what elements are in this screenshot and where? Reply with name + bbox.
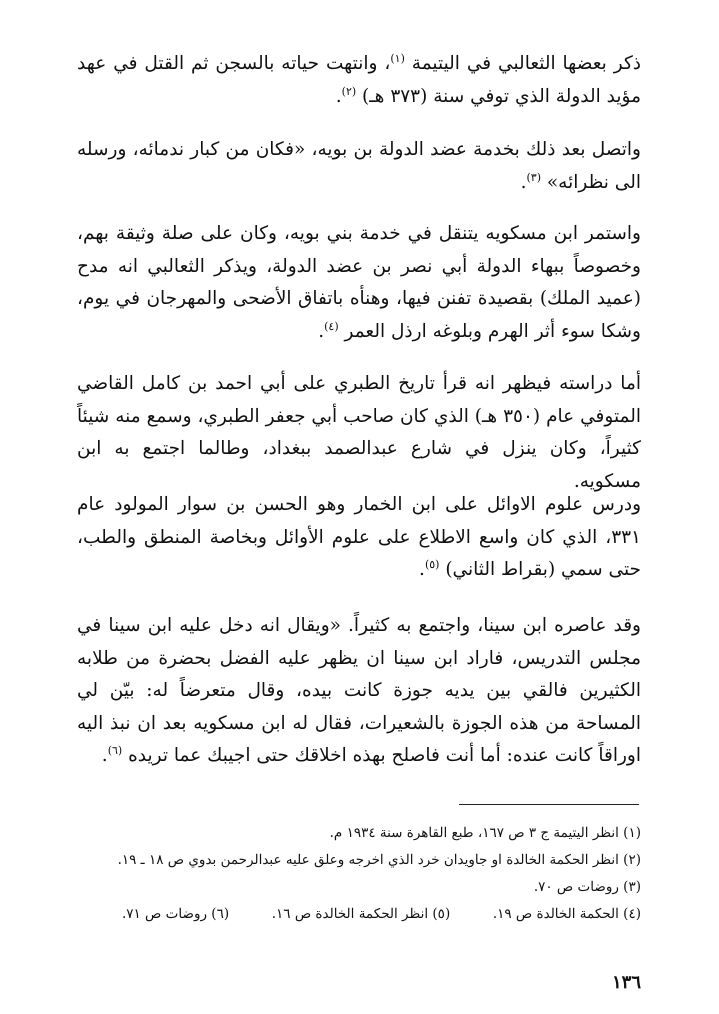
footnote-number: (٣) <box>623 879 641 895</box>
paragraph-text: . <box>520 171 527 193</box>
footnote-row <box>71 901 641 928</box>
paragraph <box>77 489 641 587</box>
paragraph <box>77 48 641 113</box>
footnote-marker: (٤) <box>324 319 339 333</box>
footnote-marker: (٣) <box>526 170 541 184</box>
footnotes <box>71 820 641 928</box>
footnote-text: انظر الحكمة الخالدة او جاويدان خرد الذي اخرجه وعلق عليه عبدالرحمن بدوي ص ١٨ ـ ١٩. <box>117 852 619 868</box>
paragraph <box>77 134 641 199</box>
footnote-marker: (٢) <box>341 84 357 98</box>
footnote-text: انظر الحكمة الخالدة ص ١٦. <box>271 906 429 922</box>
footnote-text: انظر اليتيمة ج ٣ ص ١٦٧، طبع القاهرة سنة ١٩٣٤ م. <box>329 825 619 841</box>
paragraph-text: واتصل بعد ذلك بخدمة عضد الدولة بن بويه، «فكان من كبار ندمائه، ورسله الى نظرائه» <box>77 139 641 193</box>
paragraph-text: . <box>419 559 425 580</box>
footnote-separator <box>459 804 639 805</box>
footnote <box>71 820 641 847</box>
footnote-number: (٥) <box>432 906 451 922</box>
paragraph-text: أما دراسته فيظهر انه قرأ تاريخ الطبري على أبي احمد بن كامل القاضي المتوفي عام (٣٥٠ هـ) الذي كان صاحب أبي جعفر الطبري، وسمع منه شيئاً كثيراً، وكان ينزل في شارع عبدالصمد ببغداد، وطالما اجتمع به ابن مسكويه. <box>77 373 641 492</box>
paragraph-text: ذكر بعضها الثعالبي في اليتيمة <box>404 53 641 74</box>
footnote-text: روضات ص ٧١. <box>121 906 207 922</box>
paragraph-text: ، وانتهت حياته بالسجن ثم القتل في عهد مؤيد الدولة الذي توفي سنة (٣٧٣ هـ) <box>77 53 641 107</box>
footnote-number: (١) <box>623 825 641 841</box>
footnote-text: الحكمة الخالدة ص ١٩. <box>492 906 619 922</box>
paragraph-text: . <box>318 320 325 342</box>
footnote-number: (٦) <box>211 906 230 922</box>
footnote-number: (٢) <box>623 852 641 868</box>
paragraph-text: . <box>101 745 108 766</box>
footnote <box>71 847 641 874</box>
paragraph <box>77 218 641 348</box>
footnote-text: روضات ص ٧٠. <box>533 879 619 895</box>
footnote-marker: (٦) <box>107 743 123 757</box>
paragraph <box>77 368 641 498</box>
paragraph-text: . <box>335 85 342 107</box>
paragraph <box>77 610 641 773</box>
paragraph-text: واستمر ابن مسكويه يتنقل في خدمة بني بويه، وكان على صلة وثيقة بهم، وخصوصاً ببهاء الدولة أبي نصر بن عضد الدولة، ويذكر الثعالبي انه مدح (عميد الملك) بقصيدة تفنن فيها، وهنأه باتفاق الأضحى والمهرجان في يوم، وشكا سوء أثر الهرم وبلوغه ارذل العمر <box>77 223 641 342</box>
page-number: ١٣٦ <box>611 972 641 993</box>
footnote-number: (٤) <box>623 906 641 922</box>
paragraph-text: وقد عاصره ابن سينا، واجتمع به كثيراً. «ويقال انه دخل عليه ابن سينا في مجلس التدريس، فاراد ابن سينا ان يظهر عليه الفضل بحضرة من طلابه الكثيرين فالقي بين يديه جوزة كانت بيده، وقال متعرضاً له: بيّن لي المساحة من هذه الجوزة بالشعيرات، فقال له ابن مسكويه بعد ان نبذ اليه اوراقاً كانت عنده: أما أنت فاصلح بهذه اخلاقك حتى اجيبك عما تريده <box>77 615 641 766</box>
footnote <box>71 874 641 901</box>
paragraph-text: ودرس علوم الاوائل على ابن الخمار وهو الحسن بن سوار المولود عام ٣٣١، الذي كان واسع الاطلاع على علوم الأوائل وبخاصة المنطق والطب، حتى سمي (بقراط الثاني) <box>77 494 641 580</box>
footnote-marker: (٥) <box>424 557 440 571</box>
footnote-marker: (١) <box>390 51 405 65</box>
